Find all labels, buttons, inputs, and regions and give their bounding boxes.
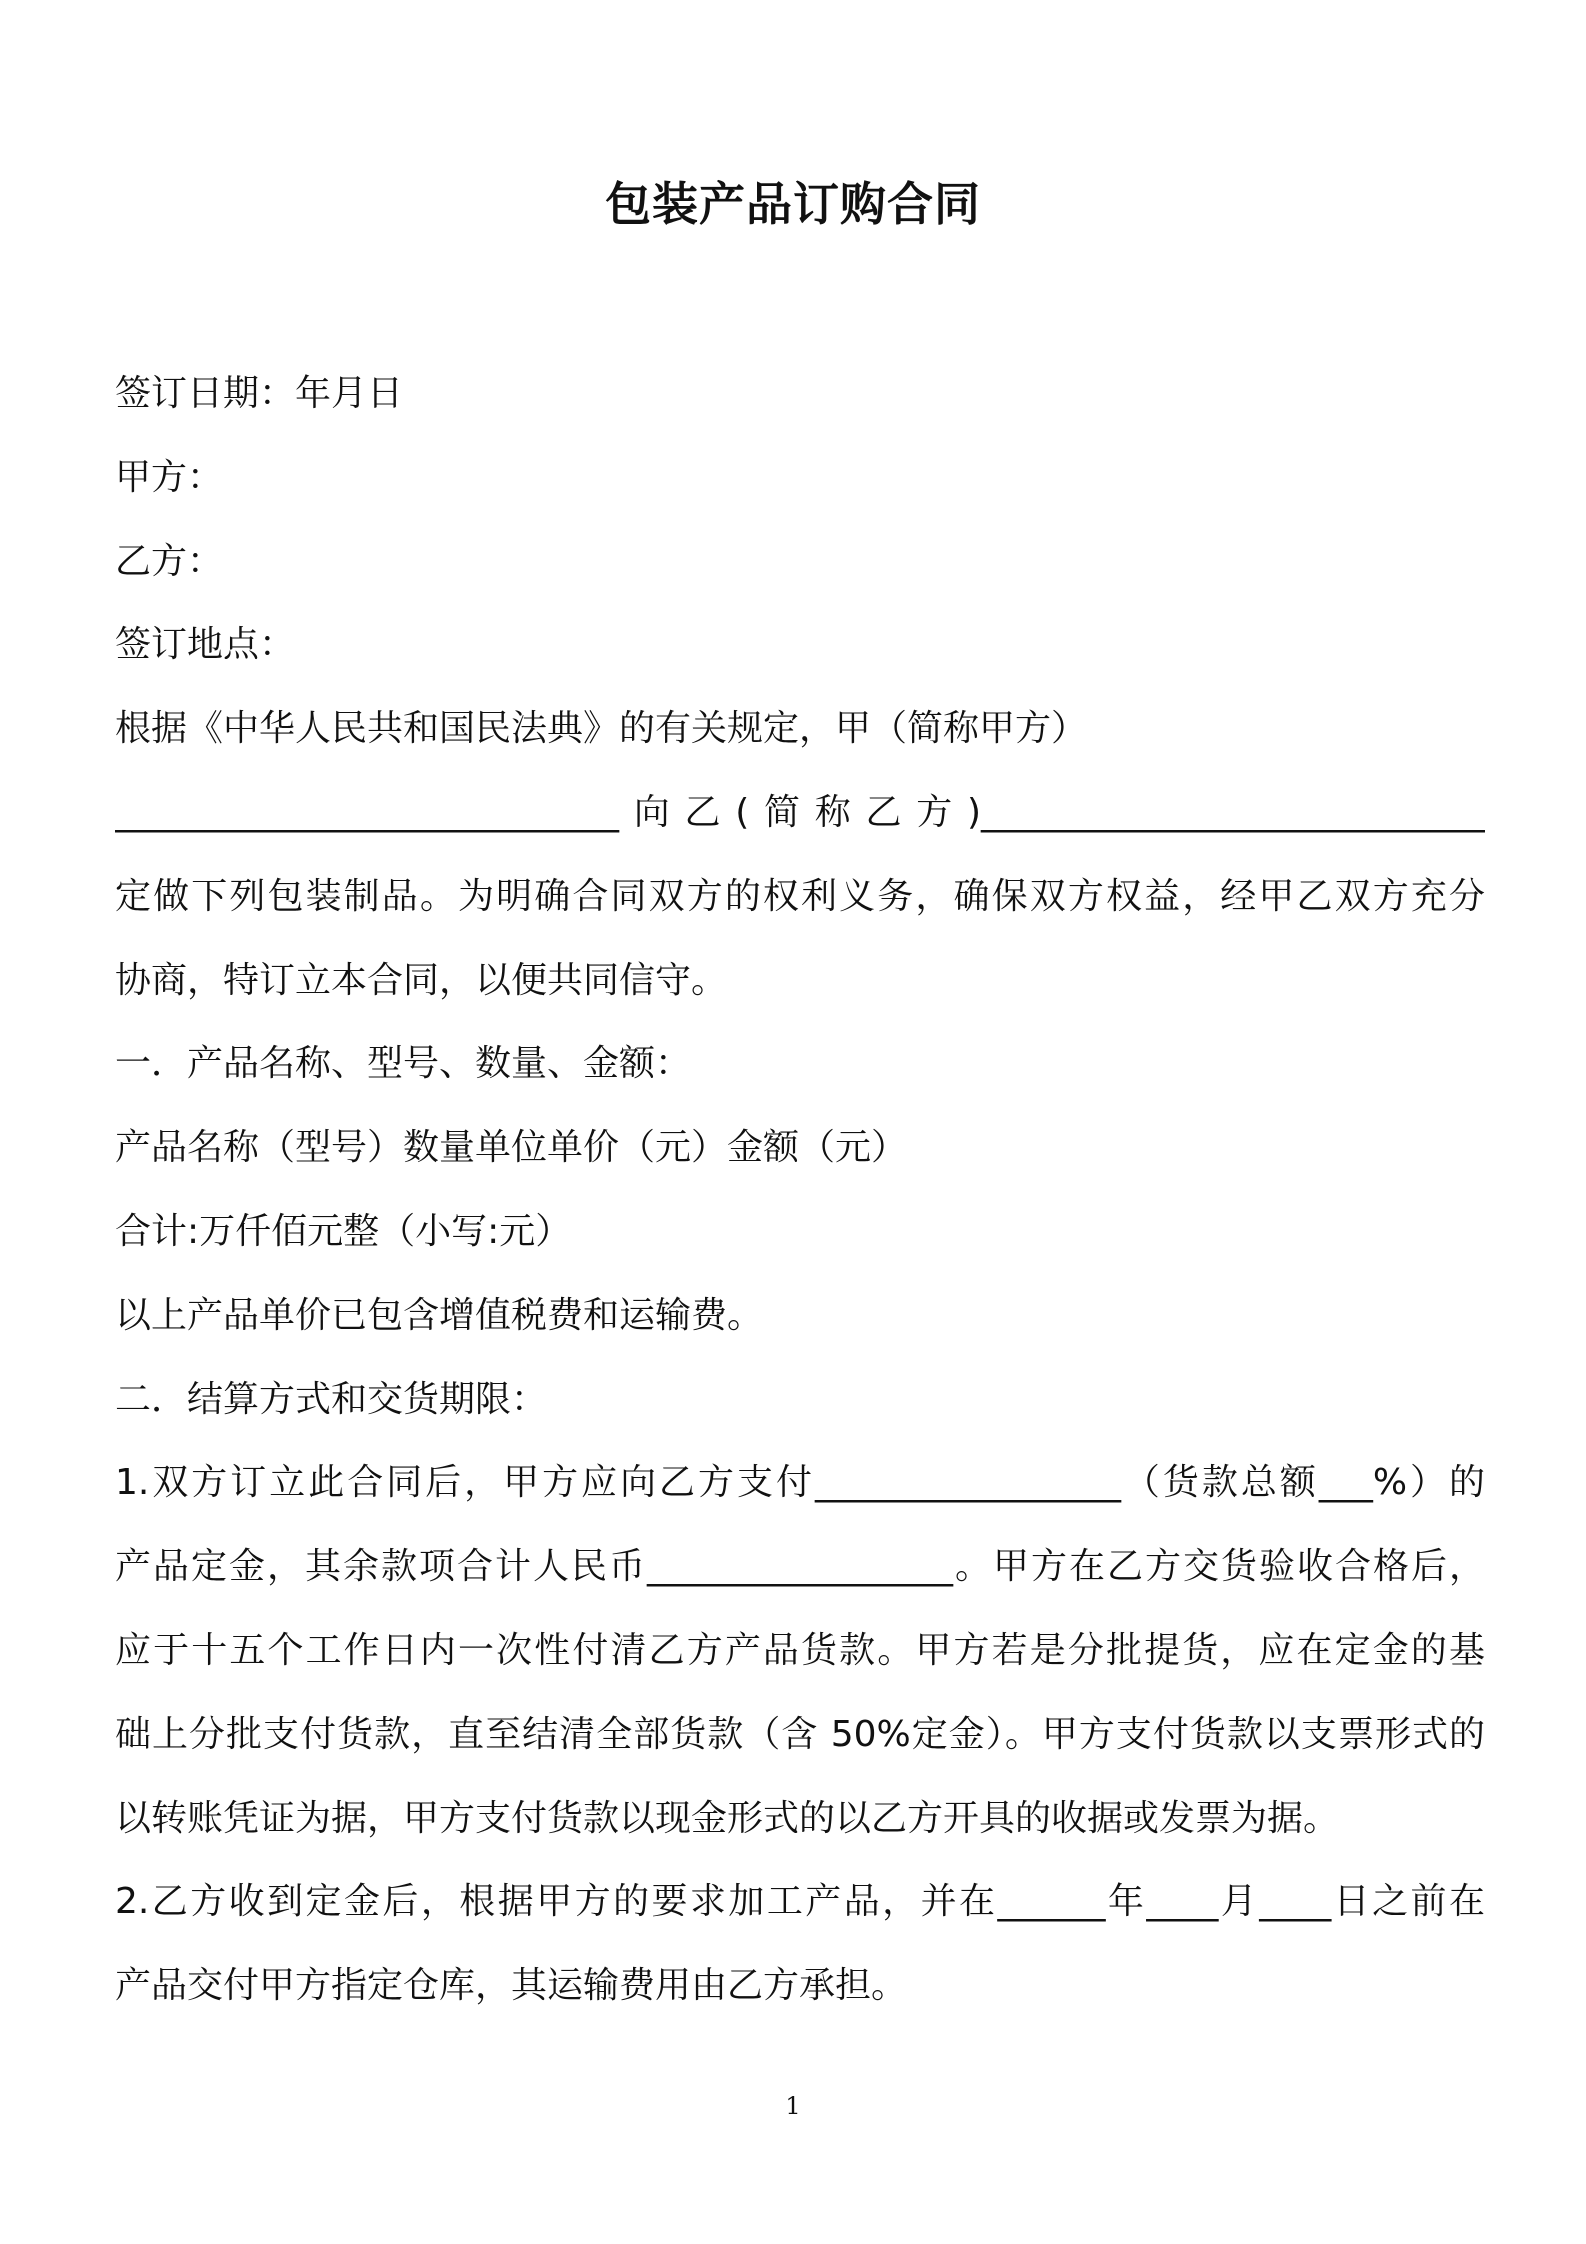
- preamble-line-4: 协商，特订立本合同，以便共同信守。: [115, 959, 728, 1001]
- preamble-line-2: ____________________________向乙(简称乙方)____________________________: [115, 791, 1485, 833]
- signing-date-line: 签订日期：年月日: [115, 373, 404, 414]
- clause-1-line-4: 础上分批支付货款，直至结清全部货款（含 50%定金）。甲方支付货款以支票形式的: [115, 1713, 1485, 1755]
- party-b-line: 乙方：: [115, 540, 224, 582]
- preamble-line-1: 根据《中华人民共和国民法典》的有关规定，甲（简称甲方）: [115, 708, 1088, 750]
- price-note-line: 以上产品单价已包含增值税费和运输费。: [115, 1294, 764, 1336]
- page-number: 1: [785, 2092, 801, 2120]
- clause-2-line-1: 2.乙方收到定金后，根据甲方的要求加工产品，并在______年____月____日之前在: [115, 1881, 1485, 1923]
- signing-place-line: 签订地点：: [115, 624, 296, 666]
- total-amount-line: 合计:万仟佰元整（小写:元）: [115, 1210, 572, 1252]
- clause-1-line-1: 1.双方订立此合同后，甲方应向乙方支付_________________（货款总额___%）的: [115, 1462, 1485, 1504]
- document-title: 包装产品订购合同: [605, 177, 981, 231]
- clause-1-line-3: 应于十五个工作日内一次性付清乙方产品货款。甲方若是分批提货，应在定金的基: [115, 1629, 1485, 1671]
- contract-body: [115, 352, 1485, 2028]
- product-table-header: 产品名称（型号）数量单位单价（元）金额（元）: [115, 1127, 908, 1169]
- clause-1-line-2: 产品定金，其余款项合计人民币_________________。甲方在乙方交货验收合格后，: [115, 1546, 1485, 1588]
- clause-1-line-5: 以转账凭证为据，甲方支付货款以现金形式的以乙方开具的收据或发票为据。: [115, 1797, 1340, 1839]
- section-2-heading: 二．结算方式和交货期限：: [115, 1378, 548, 1420]
- clause-2-line-2: 产品交付甲方指定仓库，其运输费用由乙方承担。: [115, 1965, 908, 2007]
- preamble-line-3: 定做下列包装制品。为明确合同双方的权利义务，确保双方权益，经甲乙双方充分: [115, 875, 1485, 917]
- party-a-line: 甲方：: [115, 456, 224, 498]
- section-1-heading: 一．产品名称、型号、数量、金额：: [115, 1043, 692, 1085]
